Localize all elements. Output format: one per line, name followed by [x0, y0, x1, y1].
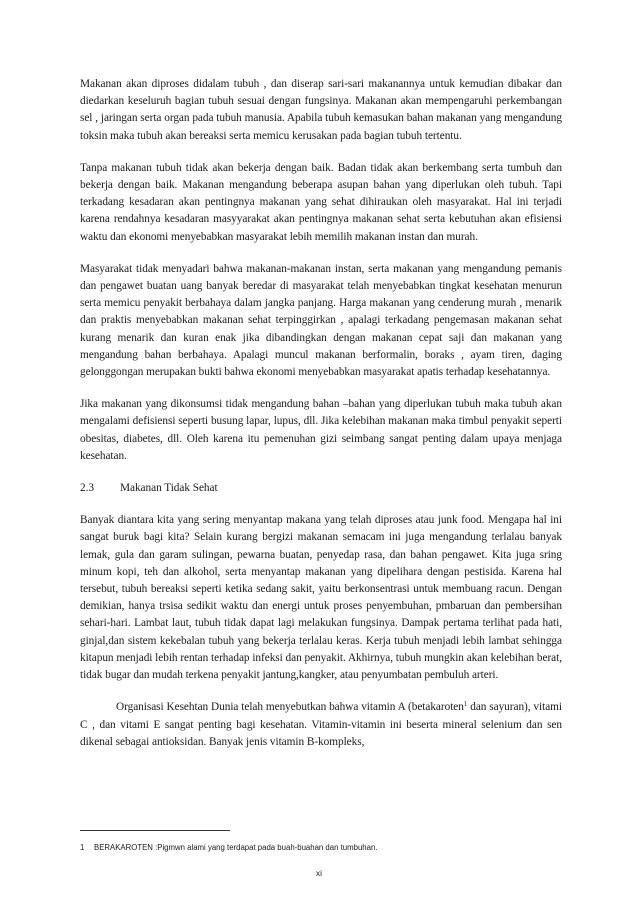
paragraph-5: Banyak diantara kita yang sering menyantap makana yang telah diproses atau junk food. Mengapa hal ini sangat buruk bagi kita? Selain kurang bergizi makanan semacam ini juga mengandung terlalau banyak lemak, gula dan garam sulingan, pewarna buatan, penyedap rasa, dan bahan pengawet. Kita juga sring minum kopi, teh dan alkohol, serta menyantap makanan yang dipelihara dengan pestisida. Karena hal tersebut, tubuh bereaksi seperti ketika sedang sakit, yaitu berkonsentrasi untuk membuang racun. Dengan demikian, hanya trsisa sedikit waktu dan energi untuk proses penyembuhan, pmbaruan dan pembersihan sehari-hari. Lambat laut, tubuh tidak dapat lagi melakukan fungsinya. Dampak pertama terlihat pada hati, ginjal,dan sistem kekebalan tubuh yang bekerja terlalau keras. Kerja tubuh menjadi lebih lambat sehingga kitapun menjadi lebih rentan terhadap infeksi dan penyakit. Akhirnya, tubuh mungkin akan kelebihan berat, tidak bugar dan mudah terkena penyakit jantung,kangker, atau penyumbatan pembuluh arteri. — [80, 514, 562, 682]
paragraph-2: Tanpa makanan tubuh tidak akan bekerja dengan baik. Badan tidak akan berkembang serta tumbuh dan bekerja dengan baik. Makanan mengandung beberapa asupan bahan yang diperlukan oleh tubuh. Tapi terkadang kesadaran akan pentingnya makanan yang sehat dihiraukan oleh masyarakat. Hal ini terjadi karena rendahnya kesadaran masyyarakat akan pentingnya makanan sehat serta kebutuhan akan efisiensi waktu dan ekonomi menyebabkan masyarakat lebih memilih makanan instan dan murah. — [80, 161, 562, 243]
section-number: 2.3 — [80, 482, 94, 495]
paragraph-1: Makanan akan diproses didalam tubuh , dan diserap sari-sari makanannya untuk kemudian dibakar dan diedarkan keseluruh bagian tubuh sesuai dengan fungsinya. Makanan akan mempengaruhi perkembangan sel , jaringan serta organ pada tubuh manusia. Apabila tubuh kemasukan bahan makanan yang mengandung toksin maka tubuh akan bereaksi serta memicu kerusakan pada bagian tubuh tertentu. — [80, 78, 562, 142]
paragraph-6-start: Organisasi Kesehtan Dunia telah menyebutkan bahwa vitamin A (betakaroten — [116, 701, 464, 714]
paragraph-6 — [80, 699, 562, 751]
footnote-number: 1 — [80, 843, 85, 852]
section-title: Makanan Tidak Sehat — [120, 482, 218, 495]
footnote-ref[interactable]: 1 — [463, 700, 468, 709]
paragraph-3: Masyarakat tidak menyadari bahwa makanan-makanan instan, serta makanan yang mengandung pemanis dan pengawet buatan uang banyak beredar di masyarakat telah menyebabkan tingkat kesehatan menurun serta memicu penyakit berbahaya dalam jangka panjang. Harga makanan yang cenderung murah , menarik dan praktis menyebabkan makanan sehat terpinggirkan , apalagi terkadang pengemasan makanan sehat kurang menarik dan kuran enak jika dibandingkan dengan makanan cepat saji dan makanan yang mengandung bahan berbahaya. Apalagi muncul makanan berformalin, boraks , ayam tiren, daging gelonggongan merupakan bukti bahwa ekonomi menyebabkan masyarakat apatis terhadap kesehatannya. — [80, 262, 562, 379]
footnote — [80, 843, 562, 853]
section-heading — [80, 480, 562, 497]
footnote-divider — [80, 830, 230, 831]
footnote-text: BERAKAROTEN :Pigmwn alami yang terdapat pada buah-buahan dan tumbuhan. — [94, 843, 378, 852]
page-number: xi — [315, 868, 323, 878]
body-text — [80, 76, 562, 766]
paragraph-4: Jika makanan yang dikonsumsi tidak mengandung bahan –bahan yang diperlukan tubuh maka tubuh akan mengalami defisiensi seperti busung lapar, lupus, dll. Jika kelebihan makanan maka timbul penyakit seperti obesitas, diabetes, dll. Oleh karena itu pemenuhan gizi seimbang sangat penting dalam upaya menjaga kesehatan. — [80, 398, 562, 462]
paragraph-6-end: dan sayuran), vitami C , dan vitami E sangat penting bagi kesehatan. Vitamin-vitamin ini beserta mineral selenium dan sen dikenal sebagai antioksidan. Banyak jenis vitamin B-kompleks, — [80, 701, 562, 748]
